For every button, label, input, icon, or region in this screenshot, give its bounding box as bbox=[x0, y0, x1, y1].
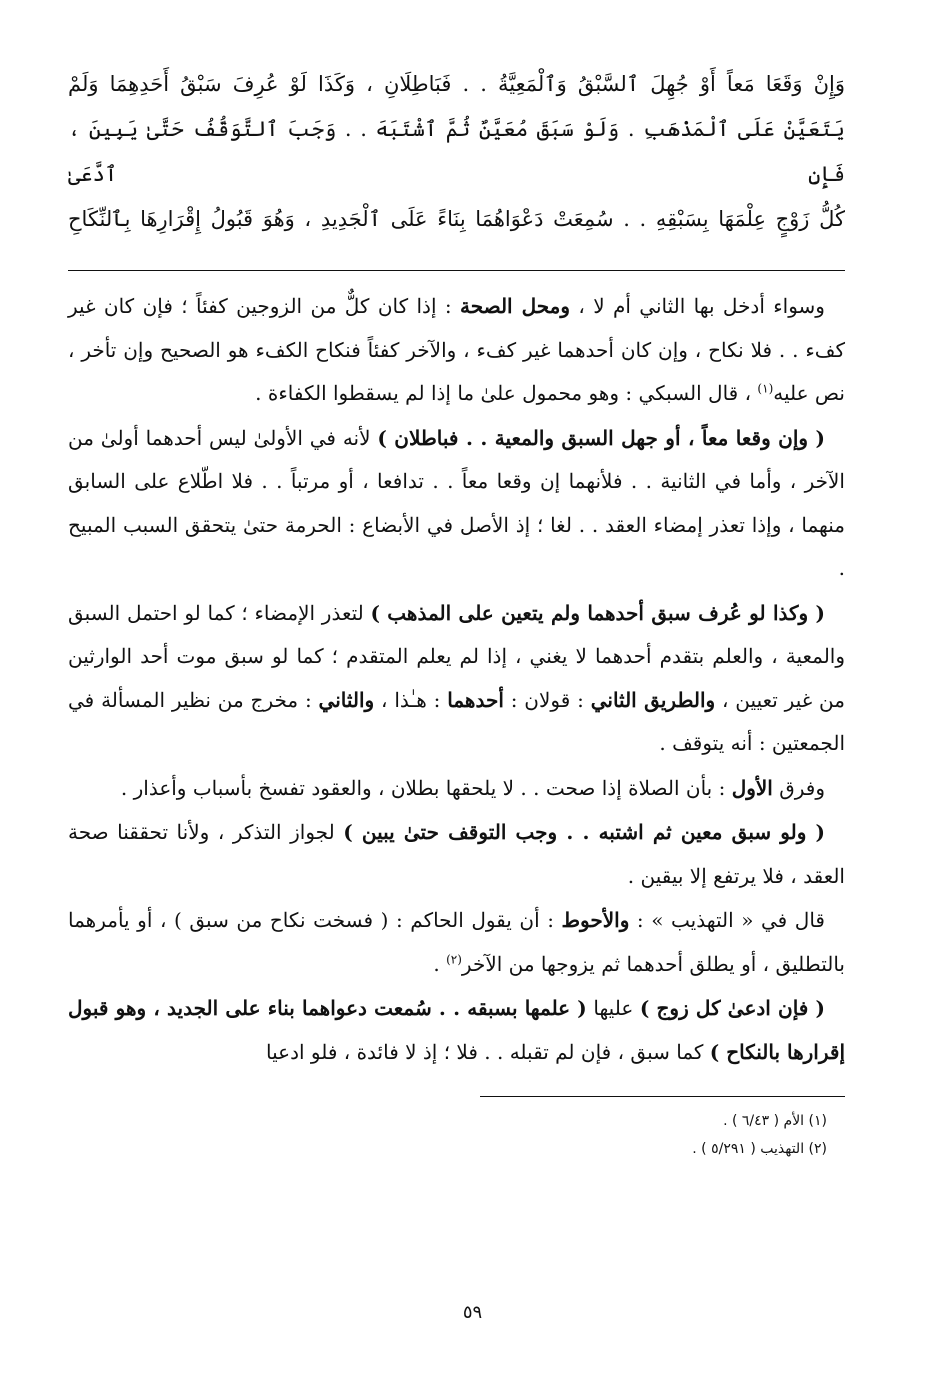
page-number: ٥٩ bbox=[462, 1302, 483, 1323]
matn-line: كُلُّ زَوْجٍ عِلْمَهَا بِسَبْقِهِ . . سُمِعَتْ دَعْوَاهُمَا بِنَاءً عَلَى ٱلْجَدِيدِ ، وَهُوَ قَبُولُ إِقْرَارِهَا بِٱلنِّكَاحِ bbox=[68, 207, 845, 231]
quoted-matn: ( وإن وقعا معاً ، أو جهل السبق والمعية . . فباطلان ) bbox=[377, 425, 825, 450]
matn-separator-line bbox=[68, 270, 845, 271]
text-run: : مخرج من نظير المسألة في الجمعتين : أنه يتوقف . bbox=[68, 687, 845, 755]
text-run: وفرق bbox=[772, 775, 825, 800]
footnote-separator-line bbox=[480, 1096, 845, 1097]
text-run: لأنه في الأولىٰ ليس أحدهما أولىٰ من الآخر ، وأما في الثانية . . فلأنهما إن وقعا معاً . . تدافعا ، أو مرتباً . . فلا اطّلاع على السابق منهما ، وإذا تعذر إمضاء العقد . . لغا ؛ إذ الأصل في الأبضاع : الحرمة حتىٰ يتحقق السبب المبيح . bbox=[68, 425, 845, 580]
footnotes bbox=[68, 1107, 845, 1163]
quoted-matn: ( وكذا لو عُرف سبق أحدهما ولم يتعين على المذهب ) bbox=[370, 600, 825, 625]
footnote-marker[interactable]: (٢) bbox=[446, 951, 462, 966]
matn-line: وَإِنْ وَقَعَا مَعاً أَوْ جُهِلَ ٱلسَّبْقُ وَٱلْمَعِيَّةُ . . فَبَاطِلَانِ ، وَكَذَا لَوْ عُرِفَ سَبْقُ أَحَدِهِمَا وَلَمْ bbox=[68, 72, 845, 96]
footnote-item: (٢) التهذيب ( ٥/٢٩١ ) . bbox=[692, 1141, 827, 1157]
commentary-text bbox=[68, 285, 845, 1074]
bold-term: ومحل الصحة bbox=[459, 294, 571, 318]
text-run: : هـٰذا ، bbox=[374, 687, 448, 712]
text-run: : قولان : bbox=[503, 687, 591, 712]
footnote-item: (١) الأم ( ٦/٤٣ ) . bbox=[723, 1113, 827, 1129]
text-run: عليها bbox=[586, 996, 640, 1020]
commentary-paragraph bbox=[68, 899, 845, 986]
text-run: قال في « التهذيب » : bbox=[629, 908, 825, 932]
quoted-matn: ( علمها بسبقه . . سُمعت دعواهما بناء على الجديد ، وهو قبول إقرارها بالنكاح ) bbox=[68, 996, 845, 1064]
page-content bbox=[68, 62, 845, 1163]
text-run: كما سبق ، فإن لم تقبله . . فلا ؛ إذ لا فائدة ، فلو ادعيا bbox=[266, 1039, 710, 1064]
quoted-matn: ( فإن ادعىٰ كل زوج ) bbox=[639, 996, 826, 1020]
bold-term: والطريق الثاني bbox=[590, 687, 716, 712]
text-run: لجواز التذكر ، ولأنا تحققنا صحة العقد ، فلا يرتفع إلا بيقين . bbox=[68, 820, 845, 888]
bold-term: والأحوط bbox=[561, 908, 630, 932]
text-run: : إذا كان كلٌّ من الزوجين كفئاً ؛ فإن كان غير كفء . . فلا نكاح ، وإن كان أحدهما غير كفء ، والآخر كفئاً فنكاح الكفء هو الصحيح وإن تأخر ، نص عليه bbox=[68, 294, 845, 405]
commentary-paragraph bbox=[68, 285, 845, 416]
text-run: وسواء أدخل بها الثاني أم لا ، bbox=[570, 294, 825, 318]
footnote-marker[interactable]: (١) bbox=[757, 381, 774, 396]
text-run: لتعذر الإمضاء ؛ كما لو احتمل السبق والمعية ، والعلم بتقدم أحدهما لا يغني ، إذا لم يعلم المتقدم ؛ كما لو سبق موت أحد الوارثين من غير تعيين ، bbox=[68, 600, 845, 712]
text-run: ، قال السبكي : وهو محمول علىٰ ما إذا لم يسقطوا الكفاءة . bbox=[255, 381, 758, 405]
commentary-paragraph bbox=[68, 417, 845, 591]
commentary-paragraph bbox=[68, 987, 845, 1074]
quoted-matn: ( ولو سبق معين ثم اشتبه . . وجب التوقف حتىٰ يبين ) bbox=[343, 820, 825, 844]
bold-term: والثاني bbox=[318, 687, 375, 712]
text-run: : بأن الصلاة إذا صحت . . لا يلحقها بطلان ، والعقود تفسخ بأسباب وأعذار . bbox=[120, 775, 732, 800]
text-run: . bbox=[433, 951, 447, 976]
bold-term: الأول bbox=[731, 775, 773, 800]
text-run: : أن يقول الحاكم : ( فسخت نكاح من سبق ) ، أو يأمرهما بالتطليق ، أو يطلق أحدهما ثم يزوجها من الآخر bbox=[68, 908, 845, 976]
commentary-paragraph bbox=[68, 592, 845, 766]
matn-text bbox=[68, 62, 845, 242]
bold-term: أحدهما bbox=[447, 687, 504, 712]
commentary-paragraph bbox=[68, 767, 845, 811]
commentary-paragraph bbox=[68, 811, 845, 898]
matn-line: يَتَعَيَّنْ عَلَى ٱلْمَذْهَبِ . وَلَوْ سَبَقَ مُعَيَّنٌ ثُمَّ ٱشْتَبَهَ . . وَجَبَ ٱلتَّوَقُّفُ حَتَّىٰ يَبِينَ ، فَإِنِ ٱدَّعَىٰ bbox=[68, 117, 845, 186]
